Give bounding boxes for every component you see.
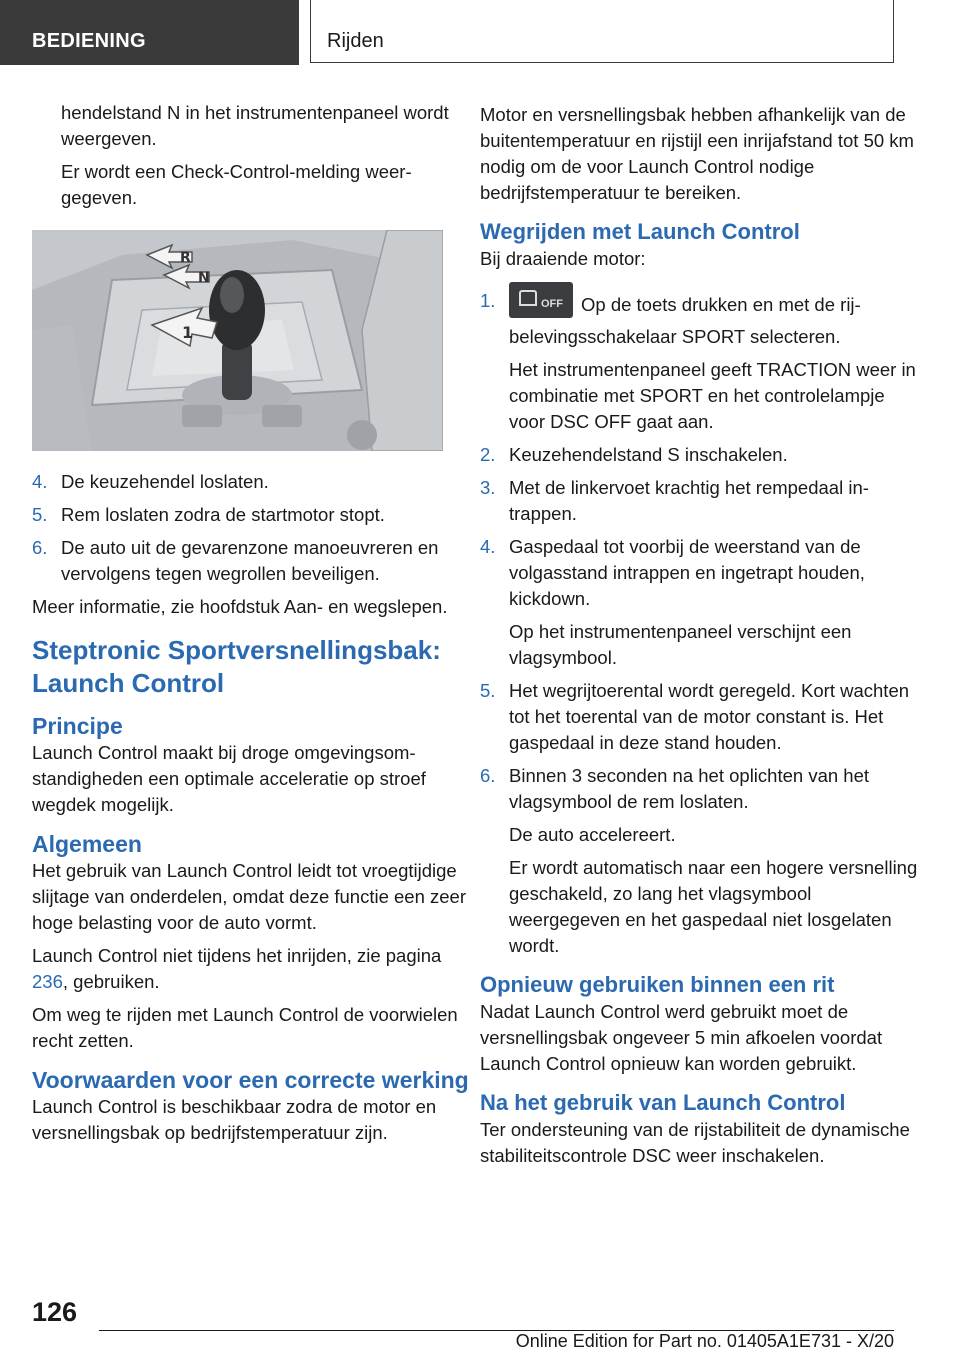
algemeen-paragraph-2 [32,943,474,995]
algemeen-heading: Algemeen [32,831,142,857]
step-1-note: Het instrumentenpaneel geeft TRACTION weer in combinatie met SPORT en het controlelampje voor DSC OFF gaat aan. [509,359,916,432]
opnieuw-text: Nadat Launch Control werd gebruikt moet de versnellingsbak ongeveer 5 min afkoelen voordat Launch Control opnieuw kan worden gebruikt. [480,1001,883,1074]
voorwaarden-heading: Voorwaarden voor een correcte werking [32,1067,469,1093]
step-text: De auto uit de gevarenzone manoeuvreren en vervolgens tegen wegrollen beveiligen. [61,537,439,584]
more-info-text: Meer informatie, zie hoofdstuk Aan- en wegslepen. [32,596,448,617]
left-step-5 [32,502,474,528]
na-gebruik-heading: Na het gebruik van Launch Control [480,1090,846,1115]
step-number: 3. [480,477,496,498]
label-r: R [180,250,191,266]
principe-heading: Principe [32,713,123,739]
step-text: Keuzehendelstand S inschakelen. [509,444,788,465]
wegrijden-heading: Wegrijden met Launch Control [480,219,800,244]
voorwaarden-text: Launch Control is beschikbaar zodra de motor en versnellingsbak op bedrijfstemperatuur zijn. [32,1096,437,1143]
step-text: Gaspedaal tot voorbij de weerstand van de volgasstand intrappen en ingetrapt houden, kickdown. [509,536,865,609]
right-intro: Motor en versnellingsbak hebben afhankelijk van de buitentemperatuur en rijstijl een inrijafstand tot 50 km nodig om de voor Launch Control nodige bedrijfstemperatuur te bereiken. [480,104,914,203]
page-number: 126 [32,1297,78,1327]
step-number: 6. [480,765,496,786]
step-number: 1. [480,290,496,311]
step-6-note-1: De auto accelereert. [509,824,676,845]
right-step-6 [480,763,922,815]
dsc-off-label: OFF [541,298,563,310]
gear-selector-drawing [32,230,443,451]
intro-line-1: hendelstand N in het instrumentenpaneel wordt weergeven. [61,102,449,149]
step-number: 5. [480,680,496,701]
algemeen-paragraph-3: Om weg te rijden met Launch Control de voorwielen recht zetten. [32,1004,458,1051]
header-section-label: BEDIENING [32,30,146,52]
step-text: Rem loslaten zodra de startmotor stopt. [61,504,385,525]
main-heading: Steptronic Sportversnellingsbak: Launch Control [32,635,441,698]
left-column [32,100,474,1153]
intro-line-2: Er wordt een Check-Control-melding weergegeven. [61,161,412,208]
header-chapter-tab [310,0,894,63]
step-number: 5. [32,504,48,525]
step-text: Op de toets drukken en met de rijbelevingsschakelaar SPORT selecteren. [509,293,861,347]
na-gebruik-text: Ter ondersteuning van de rijstabiliteit de dynamische stabiliteitscontrole DSC weer inschakelen. [480,1119,910,1166]
algemeen-p2-end: , gebruiken. [62,971,160,992]
header-section-tab [0,0,299,65]
opnieuw-heading: Opnieuw gebruiken binnen een rit [480,972,835,997]
step-number: 4. [480,536,496,557]
step-text: Met de linkervoet krachtig het rempedaal intrappen. [509,477,869,524]
dsc-off-button-icon [509,282,573,318]
step-6-note-2: Er wordt automatisch naar een hogere versnelling geschakeld, zo lang het vlagsymbool weergegeven en het gaspedaal niet losgelaten wordt. [509,857,918,956]
step-number: 4. [32,471,48,492]
algemeen-p2-start: Launch Control niet tijdens het inrijden, zie pagina [32,945,442,966]
left-step-6 [32,535,474,587]
page-link[interactable]: 236 [32,971,63,992]
right-step-1 [480,288,922,350]
step-text: Binnen 3 seconden na het oplichten van het vlagsymbool de rem loslaten. [509,765,870,812]
algemeen-paragraph-1: Het gebruik van Launch Control leidt tot vroegtijdige slijtage van onderdelen, omdat deze functie een zeer hoge belasting voor de auto vormt. [32,860,467,933]
step-text: De keuzehendel loslaten. [61,471,269,492]
principe-text: Launch Control maakt bij droge omgevingsomstandigheden een optimale acceleratie op stroef wegdek mogelijk. [32,742,426,815]
right-step-3 [480,475,922,527]
gear-selector-illustration [32,230,443,451]
right-step-2 [480,442,922,468]
right-column [480,102,922,1176]
step-4-note: Op het instrumentenpaneel verschijnt een vlagsymbool. [509,621,852,668]
footer-edition: Online Edition for Part no. 01405A1E731 - X/20 [515,1331,894,1351]
right-step-5 [480,678,922,756]
step-text: Het wegrijtoerental wordt geregeld. Kort wachten tot het toerental van de motor constant is. Het gaspedaal in deze stand houden. [509,680,910,753]
step-number: 2. [480,444,496,465]
step-number: 6. [32,537,48,558]
label-n: N [198,270,210,286]
right-step-4 [480,534,922,612]
wegrijden-lead: Bij draaiende motor: [480,248,646,269]
left-step-4 [32,469,474,495]
label-1: 1 [182,323,194,342]
header-chapter-label: Rijden [327,30,384,52]
car-skid-icon [519,290,537,306]
